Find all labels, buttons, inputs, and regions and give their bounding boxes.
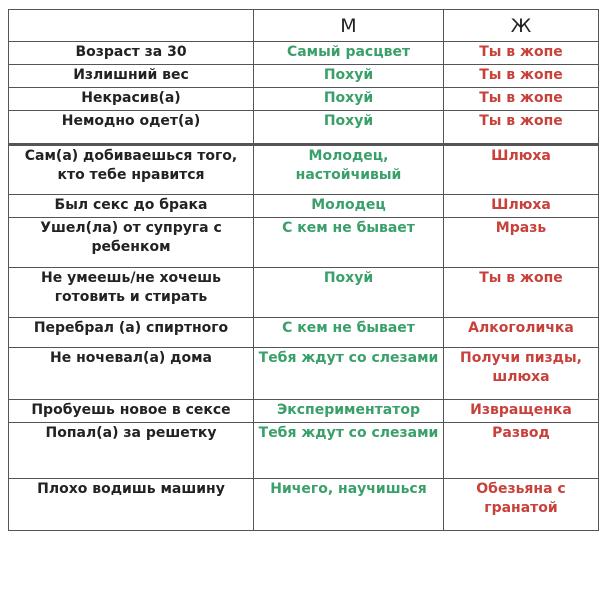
header-condition	[9, 10, 254, 42]
female-verdict-cell: Ты в жопе	[444, 42, 599, 65]
table-row	[9, 268, 599, 318]
table-row	[9, 111, 599, 145]
female-verdict-cell: Ты в жопе	[444, 65, 599, 88]
condition-cell: Излишний вес	[9, 65, 254, 88]
table-row	[9, 218, 599, 268]
female-verdict-cell: Обезьяна с гранатой	[444, 479, 599, 531]
header-female: Ж	[444, 10, 599, 42]
condition-cell: Был секс до брака	[9, 195, 254, 218]
comparison-sheet	[8, 9, 598, 592]
table-row	[9, 423, 599, 479]
condition-cell: Сам(а) добиваешься того, кто тебе нравится	[9, 145, 254, 195]
condition-cell: Плохо водишь машину	[9, 479, 254, 531]
female-verdict-cell: Шлюха	[444, 195, 599, 218]
male-verdict-cell: Ничего, научишься	[254, 479, 444, 531]
double-standards-table	[8, 9, 599, 531]
male-verdict-cell: С кем не бывает	[254, 318, 444, 348]
condition-cell: Не ночевал(а) дома	[9, 348, 254, 400]
female-verdict-cell: Извращенка	[444, 400, 599, 423]
male-verdict-cell: С кем не бывает	[254, 218, 444, 268]
condition-cell: Не умеешь/не хочешь готовить и стирать	[9, 268, 254, 318]
table-row	[9, 195, 599, 218]
male-verdict-cell: Тебя ждут со слезами	[254, 348, 444, 400]
female-verdict-cell: Ты в жопе	[444, 88, 599, 111]
condition-cell: Немодно одет(а)	[9, 111, 254, 145]
condition-cell: Возраст за 30	[9, 42, 254, 65]
table-row	[9, 348, 599, 400]
male-verdict-cell: Самый расцвет	[254, 42, 444, 65]
female-verdict-cell: Ты в жопе	[444, 268, 599, 318]
table-row	[9, 479, 599, 531]
header-male: М	[254, 10, 444, 42]
male-verdict-cell: Похуй	[254, 88, 444, 111]
table-row	[9, 318, 599, 348]
female-verdict-cell: Шлюха	[444, 145, 599, 195]
table-row	[9, 65, 599, 88]
male-verdict-cell: Тебя ждут со слезами	[254, 423, 444, 479]
female-verdict-cell: Мразь	[444, 218, 599, 268]
female-verdict-cell: Алкоголичка	[444, 318, 599, 348]
condition-cell: Некрасив(а)	[9, 88, 254, 111]
male-verdict-cell: Похуй	[254, 268, 444, 318]
table-row	[9, 42, 599, 65]
male-verdict-cell: Молодец	[254, 195, 444, 218]
table-row	[9, 145, 599, 195]
male-verdict-cell: Экспериментатор	[254, 400, 444, 423]
male-verdict-cell: Похуй	[254, 65, 444, 88]
table-row	[9, 400, 599, 423]
condition-cell: Попал(а) за решетку	[9, 423, 254, 479]
condition-cell: Ушел(ла) от супруга с ребенком	[9, 218, 254, 268]
condition-cell: Пробуешь новое в сексе	[9, 400, 254, 423]
condition-cell: Перебрал (а) спиртного	[9, 318, 254, 348]
male-verdict-cell: Молодец, настойчивый	[254, 145, 444, 195]
female-verdict-cell: Получи пизды, шлюха	[444, 348, 599, 400]
female-verdict-cell: Развод	[444, 423, 599, 479]
table-row	[9, 88, 599, 111]
header-row	[9, 10, 599, 42]
female-verdict-cell: Ты в жопе	[444, 111, 599, 145]
male-verdict-cell: Похуй	[254, 111, 444, 145]
